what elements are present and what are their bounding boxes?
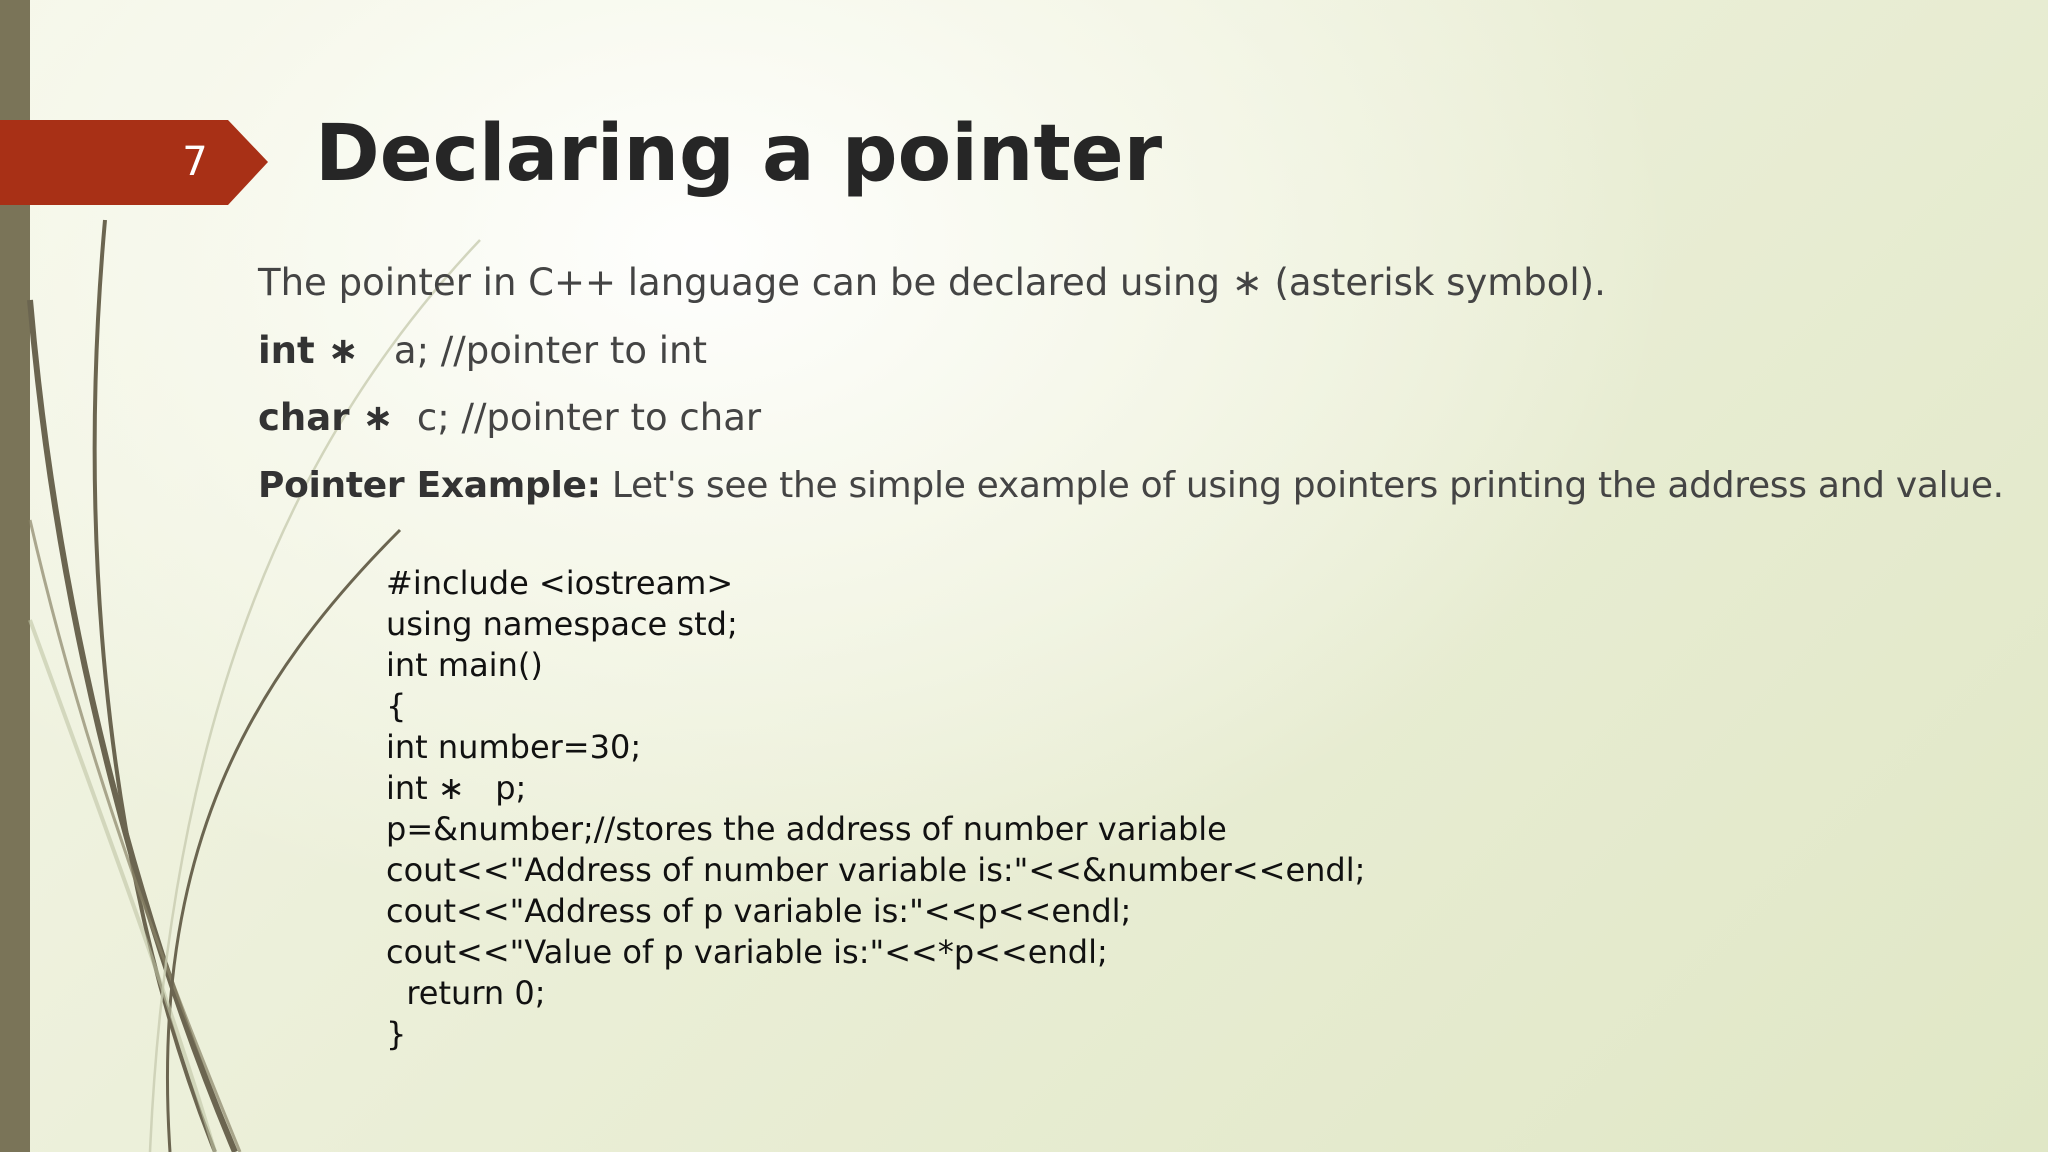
code-line: } xyxy=(386,1015,407,1053)
code-line: int number=30; xyxy=(386,728,642,766)
code-line: #include <iostream> xyxy=(386,564,734,602)
int-keyword: int ∗ xyxy=(258,329,359,372)
char-pointer-declaration xyxy=(258,393,761,443)
pointer-example-description: Let's see the simple example of using pointers printing the address and value. xyxy=(611,465,2004,506)
slide-title: Declaring a pointer xyxy=(315,109,1163,199)
code-line: { xyxy=(386,687,407,725)
code-line: int ∗ p; xyxy=(386,769,527,807)
char-keyword: char ∗ xyxy=(258,396,394,439)
char-declaration-rest: c; //pointer to char xyxy=(416,396,762,439)
pointer-example-label: Pointer Example: xyxy=(258,465,601,506)
code-line: p=&number;//stores the address of number variable xyxy=(386,810,1227,848)
code-block xyxy=(386,563,1365,1055)
int-pointer-declaration xyxy=(258,326,707,376)
code-line: cout<<"Value of p variable is:"<<*p<<endl; xyxy=(386,933,1108,971)
slide-number-banner xyxy=(0,120,270,205)
slide-number: 7 xyxy=(182,139,208,185)
code-line: int main() xyxy=(386,646,543,684)
code-line: return 0; xyxy=(386,974,546,1012)
code-line: cout<<"Address of number variable is:"<<&number<<endl; xyxy=(386,851,1366,889)
code-line: cout<<"Address of p variable is:"<<p<<endl; xyxy=(386,892,1132,930)
code-line: using namespace std; xyxy=(386,605,738,643)
pointer-example-text xyxy=(258,461,2004,511)
int-declaration-rest: a; //pointer to int xyxy=(393,329,707,372)
intro-text: The pointer in C++ language can be declared using ∗ (asterisk symbol). xyxy=(258,261,1606,304)
